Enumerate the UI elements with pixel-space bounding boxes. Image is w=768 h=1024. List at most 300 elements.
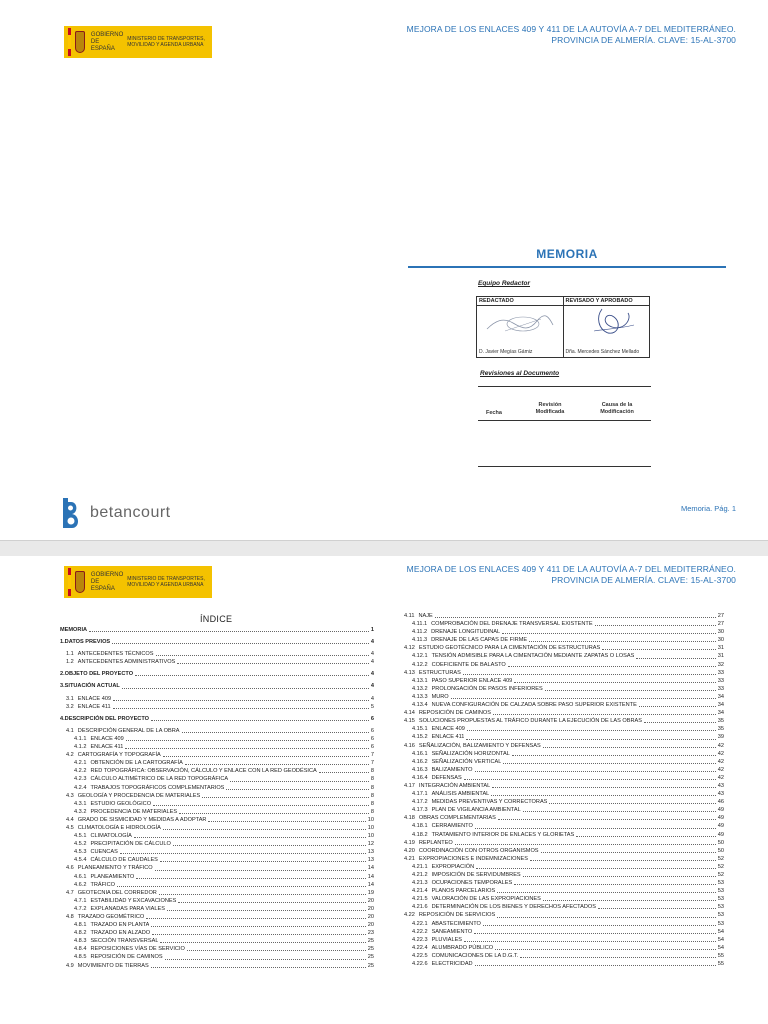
toc-leader-dots [491, 795, 715, 796]
toc-entry-page: 6 [370, 735, 374, 742]
toc-leader-dots [165, 959, 366, 960]
toc-leader-dots [177, 663, 369, 664]
toc-entry-title: DATOS PREVIOS [64, 639, 111, 646]
toc-entry-title: ENLACE 411 [77, 703, 111, 710]
toc-entry-title: DEFENSAS [431, 774, 462, 781]
toc-entry-title: PLAN DE VIGILANCIA AMBIENTAL [431, 807, 521, 814]
coat-of-arms-icon [75, 571, 85, 593]
toc-entry-number: 4.1.2 [74, 744, 87, 751]
toc-entry-title: TRAZADO EN PLANTA [90, 922, 150, 929]
toc-entry[interactable] [60, 775, 374, 783]
toc-entry[interactable] [60, 784, 374, 792]
toc-entry-title: GEOTECNIA DEL CORREDOR [77, 889, 157, 896]
toc-entry-number: 2. [60, 671, 65, 678]
toc-entry-number: 4.21.4 [412, 888, 428, 895]
toc-entry-title: ALUMBRADO PÚBLICO [431, 944, 494, 951]
toc-entry[interactable] [60, 682, 374, 690]
toc-leader-dots [464, 941, 716, 942]
toc-entry[interactable] [398, 758, 724, 766]
toc-leader-dots [167, 910, 366, 911]
toc-entry-page: 8 [370, 800, 374, 807]
toc-leader-dots [136, 878, 366, 879]
toc-leader-dots [151, 926, 365, 927]
toc-entry[interactable] [398, 936, 724, 944]
toc-entry[interactable] [398, 871, 724, 879]
toc-entry[interactable] [398, 717, 724, 725]
government-logo-2 [64, 566, 212, 598]
toc-entry[interactable] [60, 962, 374, 970]
toc-entry-title: DRENAJE LONGITUDINAL [431, 629, 501, 636]
project-title-line1: MEJORA DE LOS ENLACES 409 Y 411 DE LA AUTOVÍA A-7 DEL MEDITERRÁNEO. [406, 24, 736, 34]
toc-leader-dots [435, 617, 716, 618]
toc-entry-number: 4.15 [404, 718, 415, 725]
toc-entry-number: 4.17.3 [412, 807, 428, 814]
toc-leader-dots [475, 828, 716, 829]
toc-leader-dots [602, 649, 716, 650]
toc-entry[interactable] [398, 612, 724, 620]
toc-leader-dots [520, 957, 715, 958]
toc-entry-page: 53 [717, 880, 724, 887]
toc-entry-page: 30 [717, 629, 724, 636]
toc-entry[interactable] [398, 863, 724, 871]
toc-entry-number: 4.11 [404, 613, 415, 619]
toc-entry-number: 1.1 [66, 651, 74, 658]
toc-entry-number: 4.8.2 [74, 930, 87, 937]
toc-entry[interactable] [60, 848, 374, 856]
toc-entry[interactable] [398, 693, 724, 701]
toc-entry-title: DESCRIPCIÓN DEL PROYECTO [64, 715, 150, 722]
toc-entry[interactable] [60, 650, 374, 658]
toc-entry-page: 33 [717, 685, 724, 692]
toc-entry-number: 4.22.6 [412, 961, 428, 968]
toc-entry-page: 8 [370, 792, 374, 799]
toc-entry-number: 4.7 [66, 889, 74, 896]
toc-leader-dots [543, 747, 716, 748]
toc-entry-page: 52 [717, 863, 724, 870]
toc-entry[interactable] [398, 960, 724, 968]
toc-entry-number: 4.8.1 [74, 922, 87, 929]
toc-entry[interactable] [398, 944, 724, 952]
toc-leader-dots [160, 942, 365, 943]
toc-entry-number: 4.8.5 [74, 954, 87, 961]
toc-entry[interactable] [60, 670, 374, 678]
toc-leader-dots [598, 908, 716, 909]
toc-leader-dots [451, 698, 716, 699]
toc-entry-number: 4.11.3 [412, 637, 428, 644]
toc-entry-number: 4.16.1 [412, 750, 428, 757]
project-title-2 [407, 564, 736, 586]
toc-entry[interactable] [398, 701, 724, 709]
toc-leader-dots [644, 722, 716, 723]
toc-entry[interactable] [60, 715, 374, 723]
toc-entry[interactable] [60, 881, 374, 889]
toc-entry[interactable] [398, 903, 724, 911]
toc-entry-number: 4.16.3 [412, 766, 428, 773]
toc-entry[interactable] [398, 685, 724, 693]
toc-entry-number: 4.1 [66, 727, 74, 734]
toc-entry-title: SECCIÓN TRANSVERSAL [90, 938, 159, 945]
toc-leader-dots [475, 965, 716, 966]
toc-entry[interactable] [60, 905, 374, 913]
toc-leader-dots [113, 700, 369, 701]
rev-fecha-header: Fecha [486, 410, 502, 416]
toc-leader-dots [126, 740, 369, 741]
toc-entry[interactable] [398, 855, 724, 863]
toc-entry-title: PROLONGACIÓN DE PASOS INFERIORES [431, 685, 543, 692]
toc-leader-dots [475, 771, 716, 772]
sig-name-revisado: Dña. Mercedes Sánchez Mellado [565, 349, 640, 355]
toc-entry-page: 7 [370, 752, 374, 759]
toc-entry[interactable] [398, 725, 724, 733]
toc-entry-title: ELECTRICIDAD [431, 961, 473, 968]
toc-entry-title: ENLACE 409 [431, 726, 465, 733]
toc-entry-number: 4.21.5 [412, 896, 428, 903]
toc-entry-title: ESTUDIO GEOTÉCNICO PARA LA CIMENTACIÓN DE ESTRUCTURAS [418, 645, 601, 652]
toc-entry-number: 4.13.1 [412, 677, 428, 684]
toc-entry[interactable] [60, 832, 374, 840]
toc-entry-title: RED TOPOGRÁFICA: OBSERVACIÓN, CÁLCULO Y ENLACE CON LA RED GEODÉSICA [90, 768, 317, 775]
toc-entry-page: 52 [717, 872, 724, 878]
toc-entry-title: CARTOGRAFÍA Y TOPOGRAFÍA [77, 752, 161, 759]
toc-entry-page: 20 [367, 914, 374, 920]
toc-entry-number: 4.16.2 [412, 758, 428, 765]
toc-entry-title: REPOSICIÓN DE SERVICIOS [418, 912, 496, 919]
toc-leader-dots [112, 643, 369, 644]
toc-entry[interactable] [60, 767, 374, 775]
toc-entry-number: 3.1 [66, 695, 74, 702]
toc-entry[interactable] [398, 774, 724, 782]
toc-entry[interactable] [60, 743, 374, 751]
toc-entry-number: 4.16.4 [412, 774, 428, 781]
toc-entry-page: 1 [370, 627, 374, 633]
toc-entry[interactable] [398, 620, 724, 628]
toc-leader-dots [134, 837, 366, 838]
toc-entry[interactable] [398, 920, 724, 928]
toc-entry-number: 4.5.2 [74, 841, 87, 848]
toc-entry[interactable] [60, 856, 374, 864]
toc-leader-dots [493, 714, 716, 715]
toc-entry-page: 8 [370, 808, 374, 815]
toc-entry[interactable] [398, 831, 724, 839]
toc-leader-dots [173, 845, 366, 846]
toc-entry-title: IMPOSICIÓN DE SERVIDUMBRES [431, 872, 521, 878]
toc-leader-dots [549, 803, 715, 804]
toc-entry-page: 42 [717, 758, 724, 765]
toc-leader-dots [146, 918, 365, 919]
toc-entry[interactable] [60, 921, 374, 929]
toc-leader-dots [636, 658, 715, 659]
toc-entry-title: CÁLCULO DE CAUDALES [90, 857, 158, 864]
toc-leader-dots [474, 933, 716, 934]
toc-entry[interactable] [60, 824, 374, 832]
toc-entry-page: 49 [717, 823, 724, 830]
toc-entry-page: 53 [717, 904, 724, 911]
toc-entry-page: 55 [717, 952, 724, 959]
project-title-line1: MEJORA DE LOS ENLACES 409 Y 411 DE LA AUTOVÍA A-7 DEL MEDITERRÁNEO. [406, 564, 736, 574]
toc-entry-page: 49 [717, 815, 724, 822]
toc-entry-page: 52 [717, 855, 724, 862]
toc-leader-dots [163, 829, 366, 830]
toc-entry-title: PLANEAMIENTO Y TRÁFICO [77, 865, 153, 872]
toc-entry-number: 4.6.1 [74, 873, 87, 880]
toc-entry-title: OBTENCIÓN DE LA CARTOGRAFÍA [90, 760, 183, 767]
toc-entry-number: 4.20 [404, 847, 415, 854]
toc-entry-title: GRADO DE SISMICIDAD Y MEDIDAS A ADOPTAR [77, 816, 207, 823]
toc-entry[interactable] [398, 847, 724, 855]
toc-entry-number: 4.13.2 [412, 685, 428, 692]
toc-entry[interactable] [398, 677, 724, 685]
toc-entry-page: 43 [717, 782, 724, 789]
toc-entry-title: PLUVIALES [431, 936, 463, 943]
toc-entry-page: 20 [367, 897, 374, 904]
toc-entry[interactable] [60, 792, 374, 800]
toc-entry-page: 20 [367, 905, 374, 912]
toc-entry[interactable] [398, 798, 724, 806]
toc-entry[interactable] [60, 658, 374, 666]
toc-entry-title: ESTUDIO GEOLÓGICO [90, 800, 152, 807]
toc-entry-title: CERRAMIENTO [431, 823, 473, 830]
toc-leader-dots [543, 900, 716, 901]
toc-entry-title: DRENAJE DE LAS CAPAS DE FIRME [431, 637, 528, 644]
toc-leader-dots [187, 950, 366, 951]
toc-entry-title: MURO [431, 693, 449, 700]
toc-right-column [398, 612, 724, 968]
toc-entry[interactable] [398, 652, 724, 660]
toc-entry-page: 10 [367, 816, 374, 823]
toc-entry[interactable] [398, 887, 724, 895]
toc-entry-number: 4.2.3 [74, 776, 87, 783]
toc-entry-number: 4.11.2 [412, 629, 428, 636]
toc-entry-number: 4.2 [66, 752, 74, 759]
toc-entry[interactable] [60, 840, 374, 848]
toc-entry-title: EXPROPIACIÓN [431, 863, 475, 870]
toc-entry-number: 4.22.3 [412, 936, 428, 943]
toc-entry-number: 4.2.2 [74, 768, 87, 775]
toc-leader-dots [135, 675, 369, 676]
toc-entry[interactable] [60, 937, 374, 945]
toc-entry[interactable] [60, 800, 374, 808]
toc-entry-page: 14 [367, 881, 374, 888]
toc-leader-dots [502, 633, 716, 634]
toc-entry-number: 1.2 [66, 659, 74, 666]
toc-entry-title: ANTECEDENTES TÉCNICOS [77, 651, 154, 658]
spain-flag-icon [68, 28, 71, 56]
toc-entry-title: PLANEAMIENTO [90, 873, 135, 880]
toc-entry-number: 4.21 [404, 855, 415, 862]
toc-entry[interactable] [398, 879, 724, 887]
toc-entry[interactable] [60, 816, 374, 824]
toc-entry-page: 4 [370, 695, 374, 702]
toc-entry[interactable] [60, 695, 374, 703]
project-title [407, 24, 736, 46]
toc-entry[interactable] [398, 895, 724, 903]
toc-entry-title: ENLACE 411 [431, 734, 465, 741]
toc-entry-page: 53 [717, 896, 724, 903]
toc-entry-page: 42 [717, 766, 724, 773]
toc-entry-title: OBJETO DEL PROYECTO [64, 671, 134, 678]
toc-entry[interactable] [398, 806, 724, 814]
toc-leader-dots [152, 934, 366, 935]
toc-leader-dots [463, 674, 716, 675]
toc-entry[interactable] [60, 626, 374, 634]
toc-entry-page: 13 [367, 849, 374, 856]
toc-entry-page: 4 [370, 671, 374, 678]
toc-entry-page: 42 [717, 742, 724, 749]
toc-entry[interactable] [398, 822, 724, 830]
toc-entry-page: 8 [370, 768, 374, 775]
toc-entry-title: CLIMATOLOGÍA E HIDROLOGÍA [77, 824, 161, 831]
toc-entry[interactable] [398, 661, 724, 669]
toc-entry-number: 4.8.3 [74, 938, 87, 945]
toc-entry-title: COORDINACIÓN CON OTROS ORGANISMOS [418, 847, 539, 854]
toc-entry[interactable] [60, 929, 374, 937]
toc-entry[interactable] [398, 628, 724, 636]
toc-entry-number: 4.3 [66, 792, 74, 799]
equipo-redactor-title: Equipo Redactor [478, 280, 531, 287]
toc-entry[interactable] [398, 636, 724, 644]
toc-leader-dots [455, 844, 716, 845]
toc-entry-page: 49 [717, 807, 724, 814]
toc-entry-title: PLANOS PARCELARIOS [431, 888, 496, 895]
toc-entry[interactable] [60, 638, 374, 646]
toc-leader-dots [89, 631, 369, 632]
toc-entry-number: 4.2.1 [74, 760, 87, 767]
toc-entry[interactable] [398, 782, 724, 790]
toc-entry-number: 4.13 [404, 669, 415, 676]
toc-entry-title: ABASTECIMIENTO [431, 920, 481, 927]
toc-entry[interactable] [60, 913, 374, 921]
toc-leader-dots [512, 755, 716, 756]
toc-leader-dots [122, 688, 369, 689]
toc-entry-number: 4.22.5 [412, 952, 428, 959]
memoria-title: MEMORIA [536, 247, 598, 261]
toc-entry-number: 4.22 [404, 912, 415, 919]
toc-entry[interactable] [60, 727, 374, 735]
toc-leader-dots [523, 811, 716, 812]
toc-entry[interactable] [60, 873, 374, 881]
toc-entry-title: COMPROBACIÓN DEL DRENAJE TRANSVERSAL EXISTENTE [431, 621, 593, 628]
toc-entry-number: 4.7.1 [74, 897, 87, 904]
toc-entry[interactable] [398, 839, 724, 847]
toc-entry-title: ANÁLISIS AMBIENTAL [431, 791, 490, 798]
gov-label: GOBIERNO DE ESPAÑA [90, 31, 124, 52]
toc-entry-page: 34 [717, 710, 724, 717]
coat-of-arms-icon [75, 31, 85, 53]
toc-leader-dots [514, 884, 716, 885]
toc-entry-page: 53 [717, 912, 724, 919]
toc-leader-dots [483, 925, 716, 926]
toc-entry[interactable] [60, 897, 374, 905]
toc-leader-dots [503, 763, 715, 764]
toc-entry-page: 27 [717, 621, 724, 628]
toc-entry-title: TRAZADO GEOMÉTRICO [77, 914, 145, 920]
toc-entry[interactable] [60, 703, 374, 711]
toc-entry[interactable] [398, 766, 724, 774]
toc-entry-number: 4.13.3 [412, 693, 428, 700]
toc-leader-dots [523, 876, 716, 877]
toc-entry[interactable] [398, 952, 724, 960]
toc-leader-dots [495, 949, 716, 950]
toc-leader-dots [545, 690, 716, 691]
toc-entry[interactable] [398, 644, 724, 652]
toc-entry[interactable] [60, 889, 374, 897]
toc-entry[interactable] [60, 864, 374, 872]
toc-entry-page: 6 [370, 727, 374, 734]
toc-entry-title: SANEAMIENTO [431, 928, 473, 935]
toc-entry-page: 20 [367, 922, 374, 929]
toc-entry[interactable] [60, 808, 374, 816]
betancourt-b-icon [60, 496, 82, 530]
toc-entry-title: OCUPACIONES TEMPORALES [431, 880, 513, 887]
toc-entry[interactable] [60, 945, 374, 953]
toc-entry-number: 4.21.3 [412, 880, 428, 887]
toc-entry-page: 32 [717, 661, 724, 668]
toc-entry-title: ESTABILIDAD Y EXCAVACIONES [90, 897, 177, 904]
toc-leader-dots [156, 655, 369, 656]
toc-entry-title: ESTRUCTURAS [418, 669, 461, 676]
toc-entry[interactable] [60, 953, 374, 961]
toc-entry-page: 8 [370, 776, 374, 783]
toc-leader-dots [125, 748, 369, 749]
toc-entry[interactable] [398, 750, 724, 758]
toc-entry-number: 4.6 [66, 865, 74, 872]
toc-entry-page: 23 [367, 930, 374, 937]
toc-entry[interactable] [398, 814, 724, 822]
toc-entry-number: 4.12 [404, 645, 415, 652]
toc-entry-title: TRAZADO EN ALZADO [90, 930, 151, 937]
signature-1-icon [485, 311, 555, 337]
toc-entry-title: CLIMATOLOGÍA [90, 833, 132, 840]
toc-entry[interactable] [398, 669, 724, 677]
toc-entry-page: 35 [717, 718, 724, 725]
toc-entry-number: 4.22.1 [412, 920, 428, 927]
company-name: betancourt [90, 504, 171, 521]
toc-entry[interactable] [60, 759, 374, 767]
toc-entry-title: INTEGRACIÓN AMBIENTAL [418, 782, 491, 789]
toc-leader-dots [163, 756, 369, 757]
toc-entry[interactable] [398, 790, 724, 798]
toc-leader-dots [639, 706, 716, 707]
toc-entry[interactable] [398, 742, 724, 750]
toc-leader-dots [185, 764, 369, 765]
toc-entry-title: MEMORIA [60, 627, 88, 633]
toc-entry[interactable] [60, 735, 374, 743]
toc-leader-dots [155, 870, 366, 871]
toc-entry-page: 12 [367, 841, 374, 848]
toc-entry-title: REPLANTEO [418, 839, 453, 846]
gov-label: GOBIERNO DE ESPAÑA [90, 571, 124, 592]
toc-entry-title: SOLUCIONES PROPUESTAS AL TRÁFICO DURANTE LA EJECUCIÓN DE LAS OBRAS [418, 718, 642, 725]
toc-entry-number: 4.5.3 [74, 849, 87, 856]
toc-leader-dots [595, 625, 716, 626]
toc-entry[interactable] [398, 709, 724, 717]
toc-entry-title: MOVIMIENTO DE TIERRAS [77, 962, 149, 969]
toc-entry-page: 50 [717, 839, 724, 846]
toc-entry[interactable] [398, 928, 724, 936]
toc-entry-page: 14 [367, 865, 374, 872]
toc-entry-page: 4 [370, 659, 374, 666]
toc-entry-number: 4.17.1 [412, 791, 428, 798]
toc-leader-dots [466, 739, 715, 740]
toc-entry[interactable] [398, 733, 724, 741]
revisiones-rule-mid [478, 420, 651, 421]
toc-entry-page: 54 [717, 936, 724, 943]
toc-entry[interactable] [398, 911, 724, 919]
toc-entry[interactable] [60, 751, 374, 759]
toc-entry-page: 42 [717, 774, 724, 781]
toc-entry-number: 4.18.2 [412, 831, 428, 838]
sig-name-redactado: D. Javier Megías Gámiz [479, 349, 533, 355]
